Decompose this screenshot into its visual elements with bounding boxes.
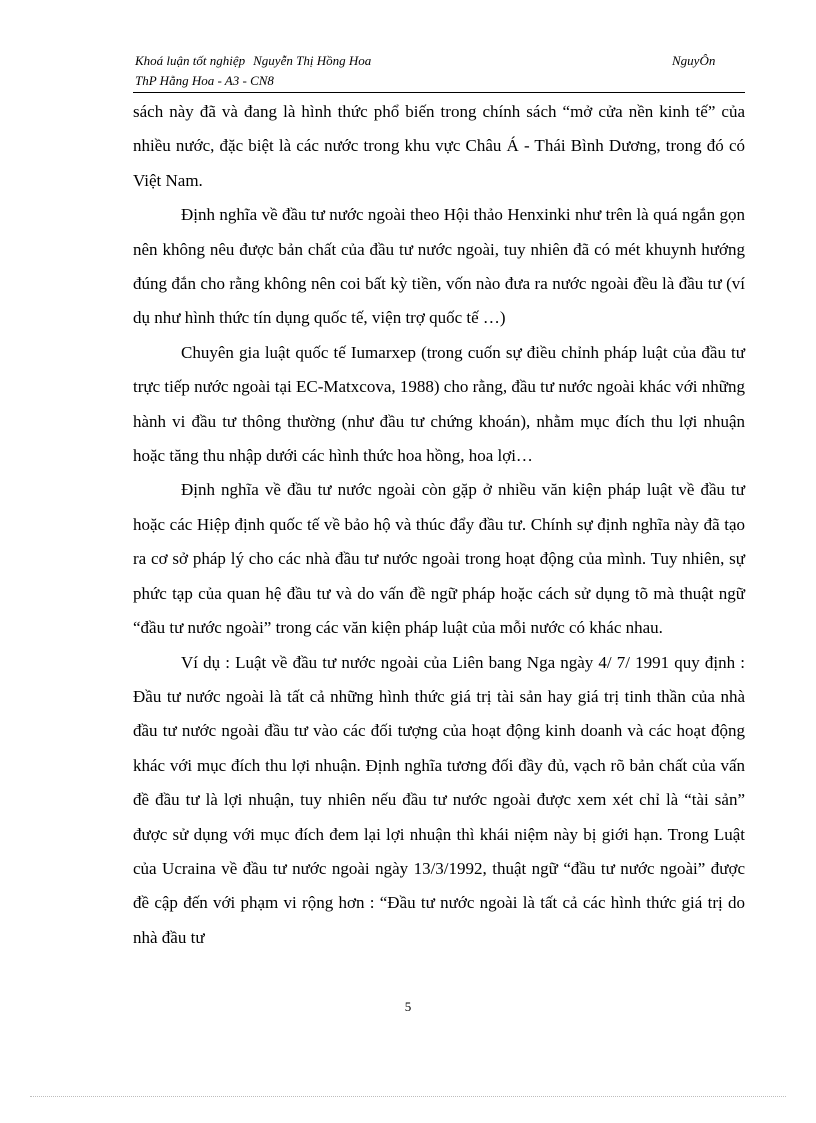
paragraph: Ví dụ : Luật về đầu tư nước ngoài của Liên bang Nga ngày 4/ 7/ 1991 quy định : Đầu tư nước ngoài là tất cả những hình thức giá trị tài sản hay giá trị tinh thần của nhà đầu tư nước ngoài đầu tư vào các đối tượng của hoạt động kinh doanh và các hoạt động khác với mục đích thu lợi nhuận. Định nghĩa tương đối đầy đủ, vạch rõ bản chất của vấn đề đầu tư là lợi nhuận, tuy nhiên nếu đầu tư nước ngoài được xem xét chỉ là “tài sản” được sử dụng với mục đích đem lại lợi nhuận thì khái niệm này bị giới hạn. Trong Luật của Ucraina về đầu tư nước ngoài ngày 13/3/1992, thuật ngữ “đầu tư nước ngoài” được đề cập đến với phạm vi rộng hơn : “Đầu tư nước ngoài là tất cả các hình thức giá trị do nhà đầu tư bbox=[133, 652, 745, 947]
header-author: Nguyễn Thị Hồng Hoa bbox=[253, 53, 372, 68]
header-left-line1 bbox=[135, 54, 371, 67]
header-rule bbox=[133, 92, 745, 93]
header-left-line2: ThP Hằng Hoa - A3 - CN8 bbox=[135, 73, 274, 88]
paragraph: sách này đã và đang là hình thức phổ biến trong chính sách “mở cửa nền kinh tế” của nhiều nước, đặc biệt là các nước trong khu vực Châu Á - Thái Bình Dương, trong đó có Việt Nam. bbox=[133, 102, 745, 190]
page-number: 5 bbox=[404, 999, 412, 1014]
header-right: NguyÔn bbox=[672, 53, 716, 68]
body-text bbox=[133, 95, 745, 955]
page-break-dotted-line bbox=[30, 1096, 786, 1097]
paragraph: Định nghĩa về đầu tư nước ngoài còn gặp ở nhiều văn kiện pháp luật về đầu tư hoặc các Hiệp định quốc tế về bảo hộ và thúc đẩy đầu tư. Chính sự định nghĩa này đã tạo ra cơ sở pháp lý cho các nhà đầu tư nước ngoài trong hoạt động của mình. Tuy nhiên, sự phức tạp của quan hệ đầu tư và do vấn đề ngữ pháp hoặc cách sử dụng tõ mà thuật ngữ “đầu tư nước ngoài” trong các văn kiện pháp luật của mỗi nước có khác nhau. bbox=[133, 480, 745, 638]
header-thesis-title: Khoá luận tốt nghiệp bbox=[135, 53, 246, 68]
paragraph: Chuyên gia luật quốc tế Iumarxep (trong cuốn sự điều chỉnh pháp luật của đầu tư trực tiếp nước ngoài tại EC-Matxcova, 1988) cho rằng, đầu tư nước ngoài khác với những hành vi đầu tư thông thường (như đầu tư chứng khoán), nhằm mục đích thu lợi nhuận hoặc tăng thu nhập dưới các hình thức hoa hồng, hoa lợi… bbox=[133, 342, 745, 466]
paragraph: Định nghĩa về đầu tư nước ngoài theo Hội thảo Henxinki như trên là quá ngắn gọn nên không nêu được bản chất của đầu tư nước ngoài, tuy nhiên đã có mét khuynh hướng đúng đắn cho rằng không nên coi bất kỳ tiền, vốn nào đưa ra nước ngoài đều là đầu tư (ví dụ như hình thức tín dụng quốc tế, viện trợ quốc tế …) bbox=[133, 205, 745, 328]
